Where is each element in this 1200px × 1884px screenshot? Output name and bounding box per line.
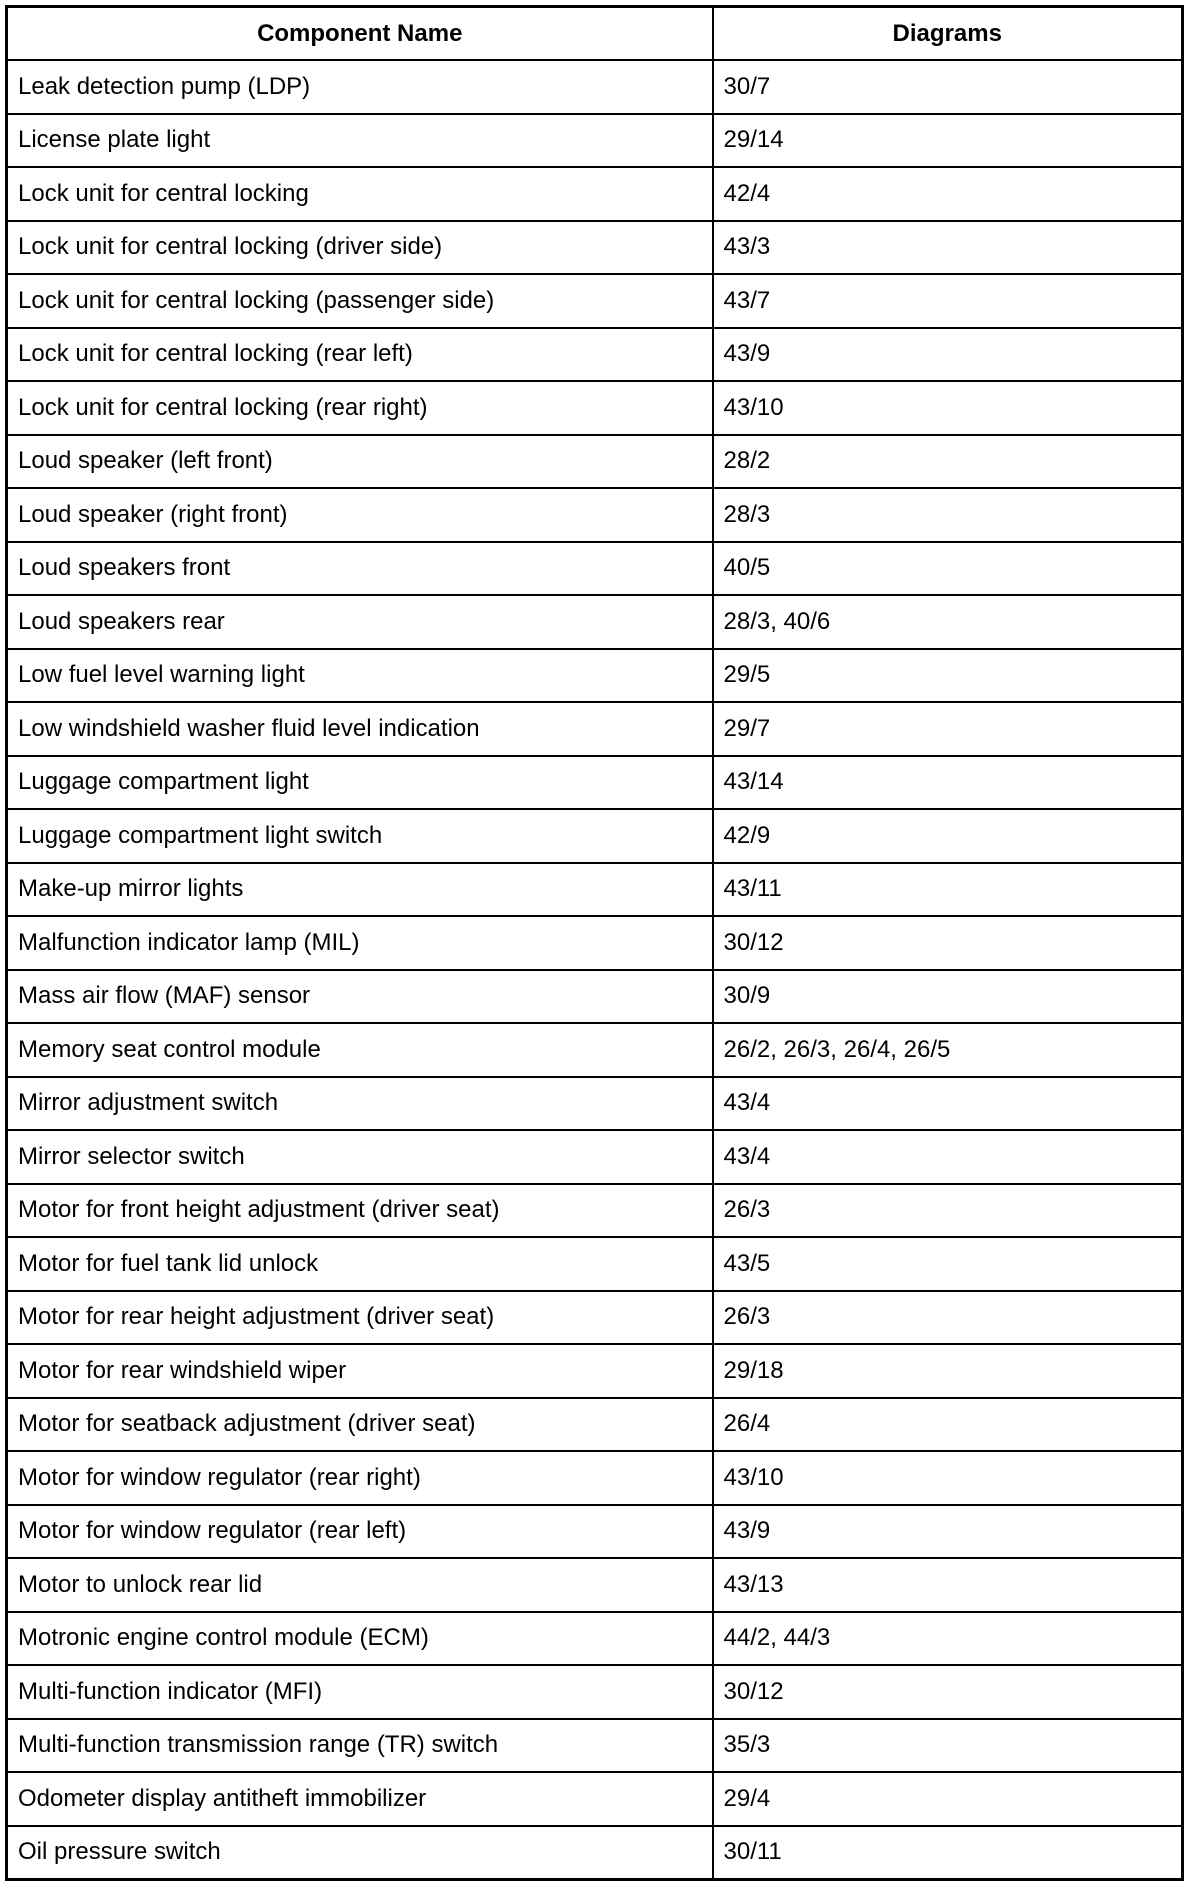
diagrams-cell: 44/2, 44/3 [713, 1612, 1183, 1666]
component-name-cell: Lock unit for central locking (passenger side) [7, 274, 713, 328]
component-name-cell: Motor for window regulator (rear right) [7, 1451, 713, 1505]
table-row [7, 1505, 1183, 1559]
table-row [7, 221, 1183, 275]
diagrams-cell: 28/3 [713, 488, 1183, 542]
diagrams-cell: 43/9 [713, 1505, 1183, 1559]
component-name-cell: Motor for front height adjustment (driver seat) [7, 1184, 713, 1238]
component-name-cell: Leak detection pump (LDP) [7, 60, 713, 114]
diagrams-cell: 29/18 [713, 1344, 1183, 1398]
table-row [7, 435, 1183, 489]
table-row [7, 1451, 1183, 1505]
diagrams-cell: 42/9 [713, 809, 1183, 863]
component-name-cell: Lock unit for central locking [7, 167, 713, 221]
component-name-cell: Luggage compartment light [7, 756, 713, 810]
component-name-cell: License plate light [7, 114, 713, 168]
table-row [7, 916, 1183, 970]
diagrams-cell: 35/3 [713, 1719, 1183, 1773]
table-row [7, 167, 1183, 221]
table-row [7, 1612, 1183, 1666]
table-row [7, 1291, 1183, 1345]
table-row [7, 809, 1183, 863]
table-row [7, 488, 1183, 542]
diagrams-cell: 43/3 [713, 221, 1183, 275]
diagrams-cell: 30/12 [713, 916, 1183, 970]
diagrams-cell: 43/14 [713, 756, 1183, 810]
component-name-cell: Multi-function transmission range (TR) switch [7, 1719, 713, 1773]
table-row [7, 114, 1183, 168]
table-row [7, 1826, 1183, 1880]
diagrams-cell: 29/14 [713, 114, 1183, 168]
diagrams-cell: 29/4 [713, 1772, 1183, 1826]
table-row [7, 1344, 1183, 1398]
table-row [7, 381, 1183, 435]
table-row [7, 1077, 1183, 1131]
component-name-cell: Motor to unlock rear lid [7, 1558, 713, 1612]
component-name-cell: Mirror selector switch [7, 1130, 713, 1184]
component-name-cell: Loud speaker (left front) [7, 435, 713, 489]
table-row [7, 60, 1183, 114]
component-diagram-table [5, 5, 1184, 1881]
diagrams-cell: 43/11 [713, 863, 1183, 917]
table-row [7, 1719, 1183, 1773]
diagrams-cell: 43/4 [713, 1077, 1183, 1131]
component-name-cell: Mirror adjustment switch [7, 1077, 713, 1131]
component-name-cell: Loud speaker (right front) [7, 488, 713, 542]
diagrams-cell: 28/3, 40/6 [713, 595, 1183, 649]
diagrams-cell: 43/7 [713, 274, 1183, 328]
table-row [7, 756, 1183, 810]
component-name-cell: Oil pressure switch [7, 1826, 713, 1880]
component-name-cell: Loud speakers front [7, 542, 713, 596]
diagrams-cell: 29/7 [713, 702, 1183, 756]
diagrams-cell: 30/11 [713, 1826, 1183, 1880]
diagrams-cell: 42/4 [713, 167, 1183, 221]
header-diagrams: Diagrams [713, 7, 1183, 61]
component-name-cell: Odometer display antitheft immobilizer [7, 1772, 713, 1826]
component-name-cell: Luggage compartment light switch [7, 809, 713, 863]
table-body [7, 60, 1183, 1879]
table-row [7, 1772, 1183, 1826]
table-row [7, 702, 1183, 756]
diagrams-cell: 26/3 [713, 1184, 1183, 1238]
component-name-cell: Multi-function indicator (MFI) [7, 1665, 713, 1719]
table-row [7, 542, 1183, 596]
table-row [7, 1184, 1183, 1238]
table-row [7, 863, 1183, 917]
component-name-cell: Motor for seatback adjustment (driver seat) [7, 1398, 713, 1452]
table-header-row [7, 7, 1183, 61]
component-name-cell: Lock unit for central locking (driver side) [7, 221, 713, 275]
diagrams-cell: 30/9 [713, 970, 1183, 1024]
diagrams-cell: 43/10 [713, 381, 1183, 435]
table-row [7, 970, 1183, 1024]
component-name-cell: Motor for rear windshield wiper [7, 1344, 713, 1398]
diagrams-cell: 26/2, 26/3, 26/4, 26/5 [713, 1023, 1183, 1077]
diagrams-cell: 28/2 [713, 435, 1183, 489]
component-name-cell: Low fuel level warning light [7, 649, 713, 703]
component-name-cell: Low windshield washer fluid level indication [7, 702, 713, 756]
component-name-cell: Motor for window regulator (rear left) [7, 1505, 713, 1559]
component-name-cell: Motronic engine control module (ECM) [7, 1612, 713, 1666]
table-row [7, 1398, 1183, 1452]
component-name-cell: Mass air flow (MAF) sensor [7, 970, 713, 1024]
diagrams-cell: 43/9 [713, 328, 1183, 382]
table-row [7, 328, 1183, 382]
diagrams-cell: 43/13 [713, 1558, 1183, 1612]
diagrams-cell: 30/7 [713, 60, 1183, 114]
table-row [7, 1665, 1183, 1719]
diagrams-cell: 43/10 [713, 1451, 1183, 1505]
component-name-cell: Loud speakers rear [7, 595, 713, 649]
diagrams-cell: 26/3 [713, 1291, 1183, 1345]
component-table-container [5, 5, 1181, 1881]
component-name-cell: Make-up mirror lights [7, 863, 713, 917]
component-name-cell: Motor for fuel tank lid unlock [7, 1237, 713, 1291]
table-row [7, 649, 1183, 703]
component-name-cell: Motor for rear height adjustment (driver seat) [7, 1291, 713, 1345]
diagrams-cell: 30/12 [713, 1665, 1183, 1719]
table-row [7, 1023, 1183, 1077]
component-name-cell: Lock unit for central locking (rear left) [7, 328, 713, 382]
diagrams-cell: 43/4 [713, 1130, 1183, 1184]
table-row [7, 1130, 1183, 1184]
diagrams-cell: 26/4 [713, 1398, 1183, 1452]
table-row [7, 595, 1183, 649]
component-name-cell: Lock unit for central locking (rear right) [7, 381, 713, 435]
diagrams-cell: 43/5 [713, 1237, 1183, 1291]
table-row [7, 1237, 1183, 1291]
table-row [7, 274, 1183, 328]
diagrams-cell: 29/5 [713, 649, 1183, 703]
diagrams-cell: 40/5 [713, 542, 1183, 596]
component-name-cell: Memory seat control module [7, 1023, 713, 1077]
component-name-cell: Malfunction indicator lamp (MIL) [7, 916, 713, 970]
header-component-name: Component Name [7, 7, 713, 61]
table-row [7, 1558, 1183, 1612]
